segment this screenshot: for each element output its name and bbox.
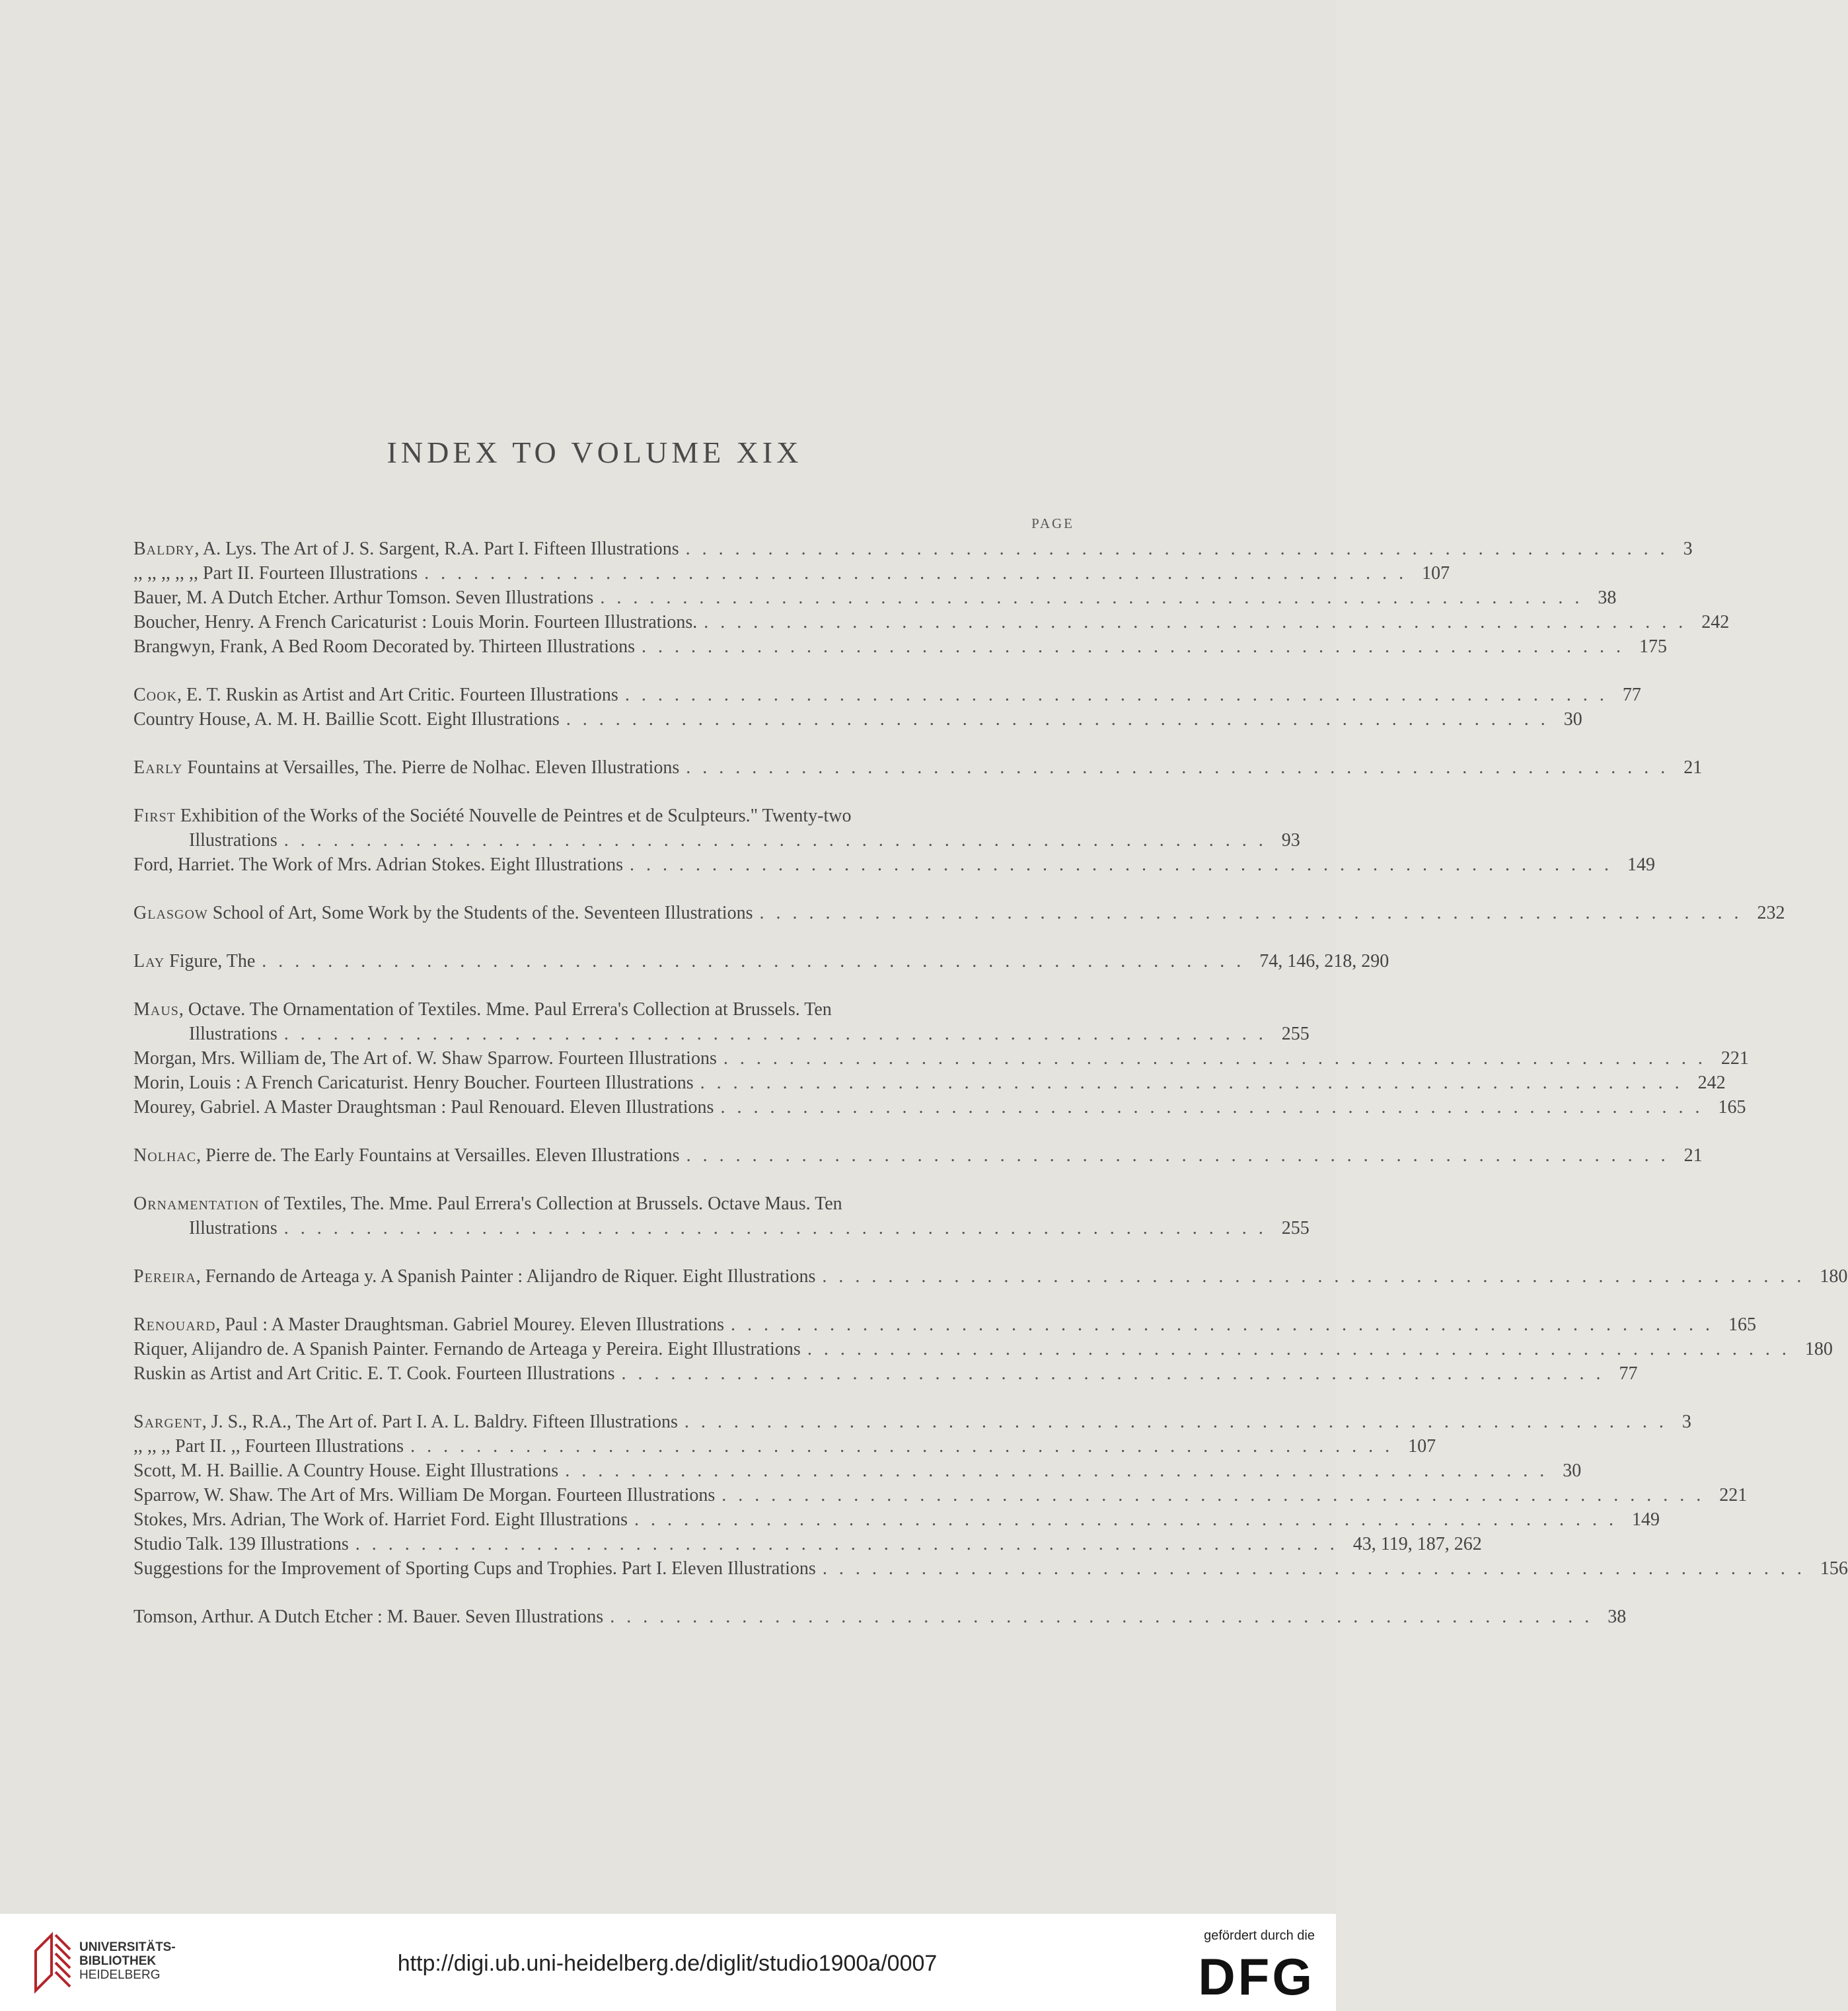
dot-leader: ............................................................ [759,903,1751,923]
dfg-logo: DFG [1198,1948,1315,2006]
dot-leader: ............................................................ [410,1436,1402,1457]
entry-description: , Pierre de. The Early Fountains at Versailles. Eleven Illustrations [196,1145,680,1166]
index-entry [133,804,1074,828]
entry-description: Scott, M. H. Baillie. A Country House. Eight Illustrations [133,1461,559,1481]
entry-text [133,828,277,853]
entry-page-number: 43, 119, 187, 262 [1352,1534,1482,1554]
index-entry [133,1507,1660,1532]
dot-leader: ............................................................ [720,1097,1712,1118]
entry-text [133,853,623,877]
index-entry [133,949,1389,973]
entry-page-number: 107 [1408,1436,1436,1457]
entry-description: Tomson, Arthur. A Dutch Etcher : M. Bauer. Seven Illustrations [133,1607,604,1627]
index-entry [133,1532,1482,1556]
entry-text [133,1337,801,1361]
entry-text [133,901,753,925]
entry-lead-word: Glasgow [133,903,208,923]
entry-description: Brangwyn, Frank, A Bed Room Decorated by. Thirteen Illustrations [133,636,635,657]
entry-text [133,1507,628,1532]
entry-description: , Octave. The Ornamentation of Textiles. Mme. Paul Errera's Collection at Brussels. Ten [178,999,832,1020]
entry-page-number: 149 [1631,1509,1660,1530]
index-entry [133,634,1667,659]
index-entry [133,1410,1691,1434]
dot-leader: ............................................................ [610,1607,1602,1627]
entry-text [133,1216,277,1240]
index-entry [133,1143,1703,1168]
entry-page-number: 221 [1720,1048,1749,1069]
entry-description: Morin, Louis : A French Caricaturist. Henry Boucher. Fourteen Illustrations [133,1073,694,1093]
dot-leader: ............................................................ [704,612,1695,632]
entry-text [133,1556,816,1581]
entry-page-number: 93 [1281,830,1300,851]
entry-text [133,1459,558,1483]
entry-description: Sparrow, W. Shaw. The Art of Mrs. William De Morgan. Fourteen Illustrations [133,1485,716,1505]
index-entry [133,1216,1310,1240]
entry-text [133,634,635,659]
entry-description: , Paul : A Master Draughtsman. Gabriel Mourey. Eleven Illustrations [215,1314,725,1335]
entry-text [133,1434,404,1459]
entry-lead-word: Sargent [133,1412,202,1432]
index-entry [133,707,1582,732]
entry-text [133,804,851,828]
dot-leader: ............................................................ [822,1266,1814,1287]
dot-leader: ............................................................ [723,1048,1715,1069]
entry-description: Mourey, Gabriel. A Master Draughtsman : Paul Renouard. Eleven Illustrations [133,1097,714,1118]
library-name-line-3: HEIDELBERG [79,1968,161,1982]
entry-page-number: 180 [1820,1266,1848,1287]
entry-text [133,1264,815,1289]
entry-page-number: 30 [1563,1461,1582,1481]
entry-page-number: 255 [1281,1024,1310,1044]
library-name-line-1: UNIVERSITÄTS- [79,1940,176,1954]
entry-text [133,561,418,586]
dot-leader: ............................................................ [566,709,1557,730]
entry-lead-word: Lay [133,951,165,971]
entry-description: Riquer, Alijandro de. A Spanish Painter. Fernando de Arteaga y Pereira. Eight Illustrations [133,1339,801,1359]
dot-leader: ............................................................ [684,1412,1676,1432]
entry-page-number: 149 [1627,854,1655,875]
entry-description: ,, ,, ,, ,, ,, Part II. Fourteen Illustrations [133,563,418,584]
funding-label: gefördert durch die [1204,1928,1315,1943]
entry-text [133,707,560,732]
dot-leader: ............................................................ [634,1509,1625,1530]
entry-description: of Textiles, The. Mme. Paul Errera's Collection at Brussels. Octave Maus. Ten [259,1194,842,1214]
entry-page-number: 3 [1683,539,1693,559]
entry-lead-word: Pereira [133,1266,196,1287]
entry-text [133,537,679,561]
entry-lead-word: Renouard [133,1314,216,1335]
entry-description: Figure, The [165,951,256,971]
dot-leader: ............................................................ [686,757,1678,778]
index-entry [133,901,1785,925]
dot-leader: ............................................................ [641,636,1633,657]
entry-text [133,1312,724,1337]
entry-text [133,1410,678,1434]
entry-text [133,1046,717,1071]
entry-page-number: 221 [1719,1485,1748,1505]
entry-text [133,1361,614,1386]
dot-leader: ............................................................ [624,685,1616,705]
dot-leader: ............................................................ [685,539,1677,559]
dot-leader: ............................................................ [686,1145,1678,1166]
index-entry [133,537,1693,561]
entry-page-number: 3 [1682,1412,1691,1432]
dot-leader: ............................................................ [283,1218,1275,1238]
entry-page-number: 21 [1683,1145,1703,1166]
entry-text [133,1143,680,1168]
dot-leader: ............................................................ [822,1558,1814,1579]
index-entry [133,1556,1848,1581]
entry-description: Exhibition of the Works of the Société Nouvelle de Peintres et de Sculpteurs." Twenty-two [175,806,852,826]
library-name [79,1940,176,1982]
page-title: INDEX TO VOLUME XIX [387,436,803,469]
entry-page-number: 38 [1608,1607,1627,1627]
index-entry [133,1434,1436,1459]
library-name-line-2: BIBLIOTHEK [79,1954,157,1968]
entry-description: ,, ,, ,, Part II. ,, Fourteen Illustrations [133,1436,404,1457]
entry-page-number: 156 [1820,1558,1848,1579]
dot-leader: ............................................................ [565,1461,1557,1481]
entry-text [133,1532,349,1556]
entry-text [133,1071,694,1095]
entry-description: , E. T. Ruskin as Artist and Art Critic. Fourteen Illustrations [177,685,618,705]
dot-leader: ............................................................ [731,1314,1722,1335]
dot-leader: ............................................................ [283,830,1275,851]
entry-description: Illustrations [189,830,277,851]
index-entry [133,1483,1748,1507]
entry-page-number: 21 [1683,757,1703,778]
index-entry [133,610,1730,634]
entry-description: School of Art, Some Work by the Students of the. Seventeen Illustrations [207,903,753,923]
entry-description: Studio Talk. 139 Illustrations [133,1534,349,1554]
entry-text [133,683,618,707]
entry-lead-word: Cook [133,685,178,705]
entry-description: , J. S., R.A., The Art of. Part I. A. L. Baldry. Fifteen Illustrations [202,1412,678,1432]
entry-description: Ford, Harriet. The Work of Mrs. Adrian Stokes. Eight Illustrations [133,854,623,875]
library-logo-icon [32,1930,73,1996]
entry-text [133,586,593,610]
entry-description: Fountains at Versailles, The. Pierre de Nolhac. Eleven Illustrations [182,757,680,778]
index-entry [133,1095,1746,1119]
index-entry [133,828,1300,853]
source-url-link[interactable]: http://digi.ub.uni-heidelberg.de/diglit/studio1900a/0007 [397,1951,938,1976]
entry-lead-word: Maus [133,999,179,1020]
entry-page-number: 38 [1598,588,1617,608]
dot-leader: ............................................................ [283,1024,1275,1044]
entry-page-number: 30 [1563,709,1582,730]
index-entry [133,1264,1848,1289]
entry-description: Stokes, Mrs. Adrian, The Work of. Harriet Ford. Eight Illustrations [133,1509,628,1530]
index-entry [133,1337,1833,1361]
entry-description: , A. Lys. The Art of J. S. Sargent, R.A. Part I. Fifteen Illustrations [194,539,679,559]
entry-text [133,997,832,1022]
entry-page-number: 242 [1701,612,1730,632]
index-entry [133,586,1617,610]
entry-page-number: 232 [1757,903,1785,923]
page-column-label: PAGE [1031,515,1074,531]
index-entries [133,537,1848,1629]
index-entry [133,1312,1757,1337]
entry-description: Suggestions for the Improvement of Sporting Cups and Trophies. Part I. Eleven Illustrations [133,1558,816,1579]
index-entry [133,1459,1582,1483]
index-entry [133,1046,1749,1071]
entry-description: , Fernando de Arteaga y. A Spanish Painter : Alijandro de Riquer. Eight Illustrations [196,1266,816,1287]
entry-text [133,1095,714,1119]
entry-page-number: 107 [1422,563,1450,584]
dot-leader: ............................................................ [262,951,1253,971]
entry-description: Boucher, Henry. A French Caricaturist : Louis Morin. Fourteen Illustrations. [133,612,698,632]
entry-page-number: 74, 146, 218, 290 [1259,951,1389,971]
entry-lead-word: First [133,806,176,826]
index-entry [133,755,1703,780]
index-entry [133,1022,1310,1046]
dot-leader: ............................................................ [600,588,1592,608]
entry-description: Illustrations [189,1024,277,1044]
entry-text [133,1192,842,1216]
entry-page-number: 242 [1697,1073,1726,1093]
entry-lead-word: Baldry [133,539,195,559]
dot-leader: ............................................................ [807,1339,1798,1359]
entry-lead-word: Early [133,757,183,778]
entry-page-number: 165 [1728,1314,1757,1335]
index-entry [133,561,1450,586]
entry-text [133,1022,277,1046]
entry-page-number: 77 [1619,1363,1638,1384]
entry-text [133,755,679,780]
dot-leader: ............................................................ [621,1363,1613,1384]
entry-description: Country House, A. M. H. Baillie Scott. Eight Illustrations [133,709,560,730]
entry-text [133,1605,603,1629]
index-entry [133,853,1655,877]
index-entry [133,1361,1638,1386]
index-entry [133,1192,1074,1216]
entry-page-number: 180 [1804,1339,1833,1359]
entry-text [133,610,697,634]
dot-leader: ............................................................ [355,1534,1347,1554]
entry-lead-word: Ornamentation [133,1194,260,1214]
entry-page-number: 255 [1281,1218,1310,1238]
entry-text [133,949,255,973]
index-entry [133,683,1641,707]
entry-page-number: 77 [1622,685,1641,705]
entry-description: Bauer, M. A Dutch Etcher. Arthur Tomson. Seven Illustrations [133,588,594,608]
entry-text [133,1483,715,1507]
dot-leader: ............................................................ [700,1073,1691,1093]
dot-leader: ............................................................ [424,563,1416,584]
entry-description: Illustrations [189,1218,277,1238]
index-entry [133,1605,1627,1629]
dot-leader: ............................................................ [629,854,1621,875]
dot-leader: ............................................................ [721,1485,1713,1505]
entry-page-number: 175 [1639,636,1667,657]
entry-lead-word: Nolhac [133,1145,197,1166]
entry-description: Ruskin as Artist and Art Critic. E. T. Cook. Fourteen Illustrations [133,1363,615,1384]
digitization-footer [0,1914,1336,2011]
index-entry [133,1071,1726,1095]
entry-page-number: 165 [1718,1097,1746,1118]
index-entry [133,997,1074,1022]
entry-description: Morgan, Mrs. William de, The Art of. W. Shaw Sparrow. Fourteen Illustrations [133,1048,717,1069]
